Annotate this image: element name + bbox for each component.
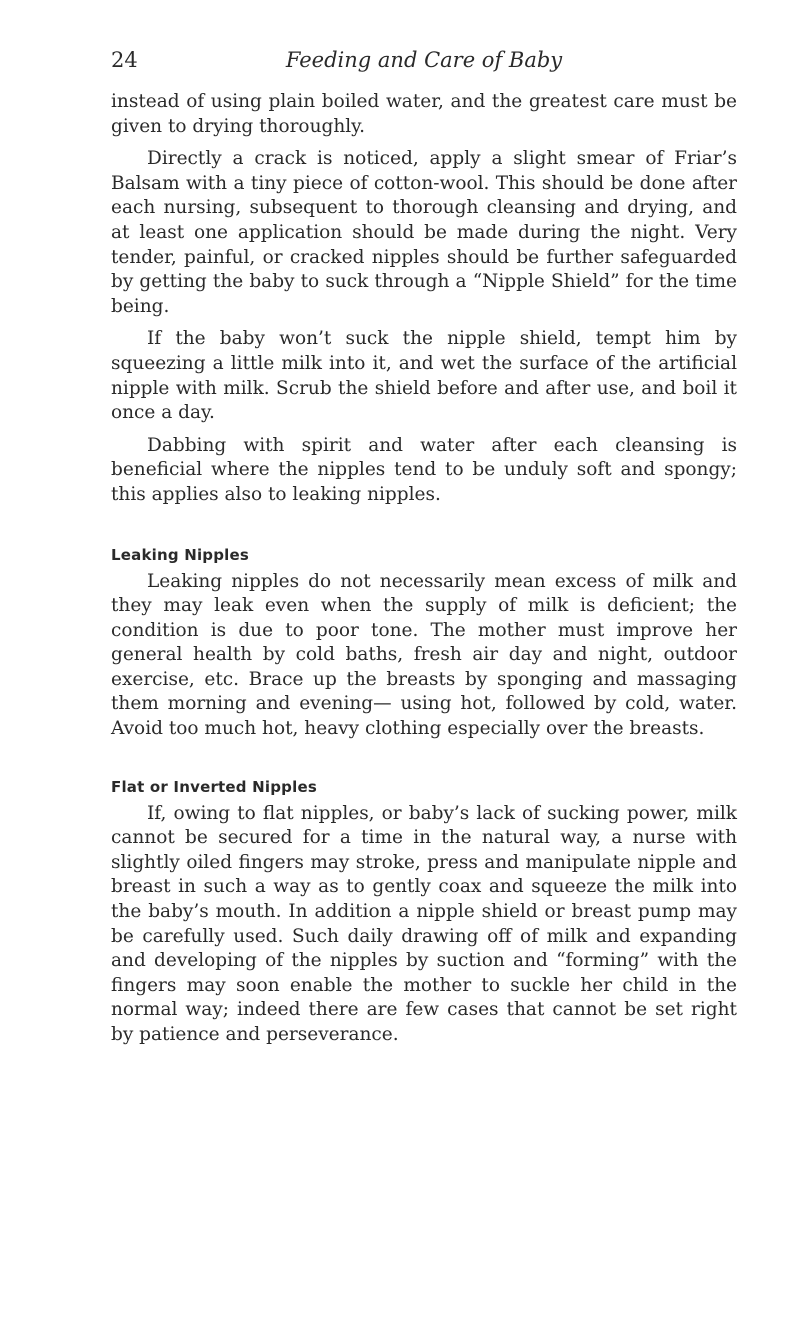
flat-nipples-section bbox=[111, 778, 737, 1048]
leaking-nipples-section bbox=[111, 546, 737, 742]
continuation-paragraph: instead of using plain boiled water, and the greatest care must be given to drying thoroughly. bbox=[111, 91, 737, 137]
book-page bbox=[111, 48, 737, 1048]
page-number: 24 bbox=[111, 48, 138, 72]
section-heading: Leaking Nipples bbox=[111, 545, 250, 564]
body-paragraph: Directly a crack is noticed, apply a slight smear of Friar’s Balsam with a tiny piece of cotton-wool. This should be done after each nursing, subsequent to thorough cleansing and drying, and at least one application should be made during the night. Very tender, painful, or cracked nipples should be further safeguarded by getting the baby to suck through a “Nipple Shield” for the time being. bbox=[111, 148, 737, 317]
book-title: Feeding and Care of Baby bbox=[285, 48, 563, 72]
body-paragraph: If, owing to flat nipples, or baby’s lack of sucking power, milk cannot be secured for a time in the natural way, a nurse with slightly oiled fingers may stroke, press and manipulate nipple and breast in such a way as to gently coax and squeeze the milk into the baby’s mouth. In addition a nipple shield or breast pump may be carefully used. Such daily drawing off of milk and expanding and developing of the nipples by suction and “forming” with the fingers may soon enable the mother to suckle her child in the normal way; indeed there are few cases that cannot be set right by patience and perseverance. bbox=[111, 802, 737, 1045]
intro-section bbox=[111, 90, 737, 508]
body-paragraph: Leaking nipples do not necessarily mean excess of milk and they may leak even when the supply of milk is deficient; the condition is due to poor tone. The mother must improve her general health by cold baths, fresh air day and night, outdoor exercise, etc. Brace up the breasts by sponging and massaging them morning and evening— using hot, followed by cold, water. Avoid too much hot, heavy clothing especially over the breasts. bbox=[111, 570, 737, 740]
body-paragraph: Dabbing with spirit and water after each cleansing is beneficial where the nipples tend to be unduly soft and spongy; this applies also to leaking nipples. bbox=[111, 434, 737, 505]
section-heading: Flat or Inverted Nipples bbox=[111, 777, 317, 796]
body-paragraph: If the baby won’t suck the nipple shield, tempt him by squeezing a little milk into it, and wet the surface of the artificial nipple with milk. Scrub the shield before and after use, and boil it once a day. bbox=[111, 328, 737, 424]
running-header bbox=[111, 48, 737, 76]
